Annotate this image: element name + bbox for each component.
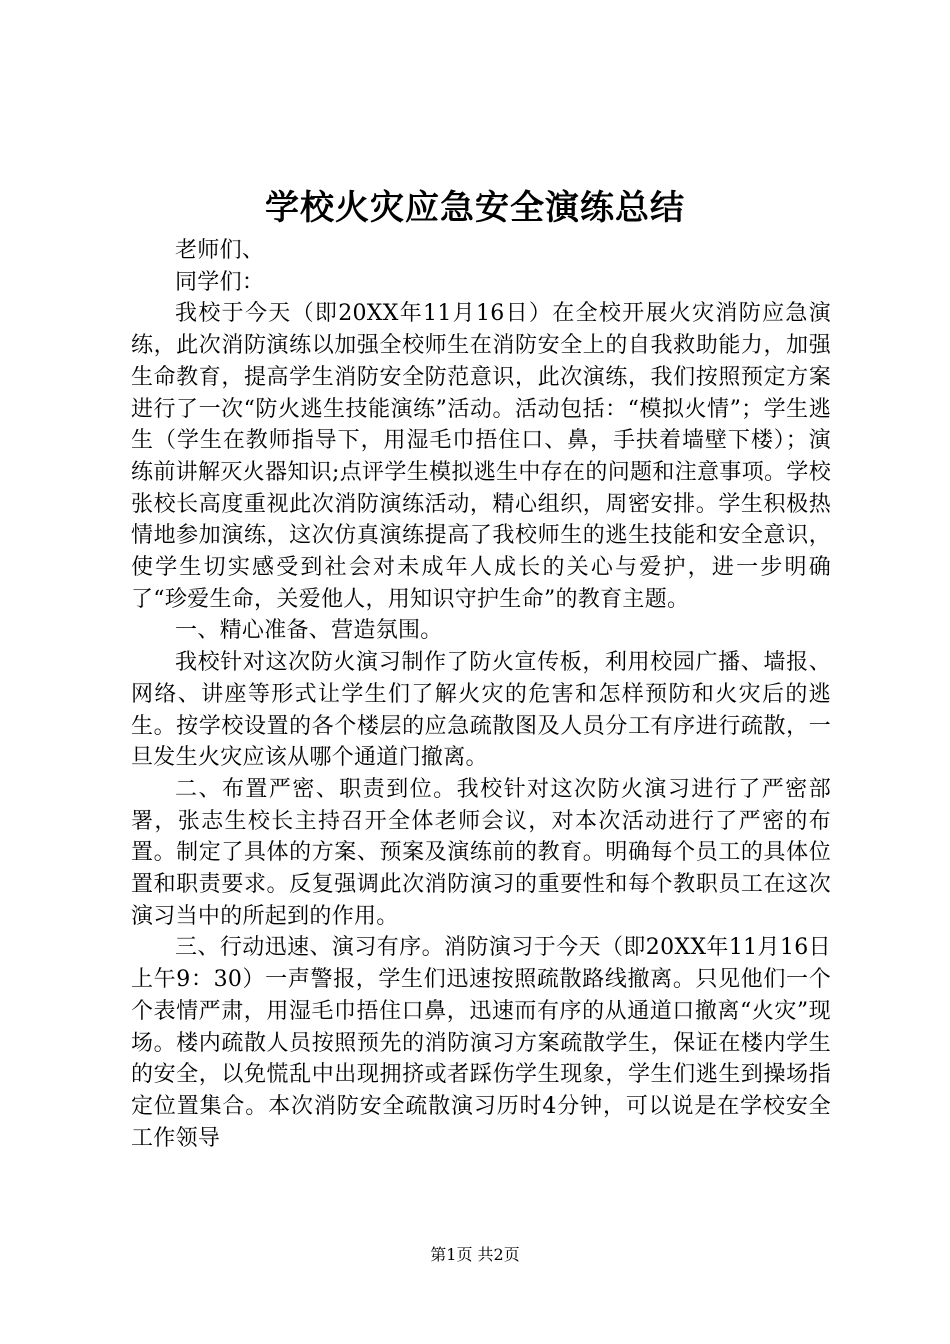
page-footer: 第1页 共2页 [430,1245,520,1264]
document-title: 学校火灾应急安全演练总结 [265,188,685,228]
section-heading-1: 一、精心准备、营造氛围。 [175,618,443,644]
paragraph-section-3: 三、行动迅速、演习有序。消防演习于今天（即20XX年11月16日上午9：30）一声警报，学生们迅速按照疏散路线撤离。只见他们一个个表情严肃，用湿毛巾捂住口鼻，迅速而有序的从通道口撤离“火灾”现场。楼内疏散人员按照预先的消防演习方案疏散学生，保证在楼内学生的安全，以免慌乱中出现拥挤或者踩伤学生现象，学生们逃生到操场指定位置集合。本次消防安全疏散演习历时4分钟，可以说是在学校安全工作领导 [131,935,831,1151]
document-body [131,235,831,1154]
paragraph-section-1: 我校针对这次防火演习制作了防火宣传板，利用校园广播、墙报、网络、讲座等形式让学生们了解火灾的危害和怎样预防和火灾后的逃生。按学校设置的各个楼层的应急疏散图及人员分工有序进行疏散，一旦发生火灾应该从哪个通道门撤离。 [131,650,831,771]
salutation-students: 同学们： [175,269,265,295]
salutation-teachers: 老师们、 [175,238,265,263]
paragraph-section-2: 二、布置严密、职责到位。我校针对这次防火演习进行了严密部署，张志生校长主持召开全体老师会议，对本次活动进行了严密的布置。制定了具体的方案、预案及演练前的教育。明确每个员工的具体位置和职责要求。反复强调此次消防演习的重要性和每个教职员工在这次演习当中的所起到的作用。 [131,776,831,929]
paragraph-intro: 我校于今天（即20XX年11月16日）在全校开展火灾消防应急演练，此次消防演练以加强全校师生在消防安全上的自我救助能力，加强生命教育，提高学生消防安全防范意识，此次演练，我们按照预定方案进行了一次“防火逃生技能演练”活动。活动包括：“模拟火情”；学生逃生（学生在教师指导下，用湿毛巾捂住口、鼻，手扶着墙壁下楼）；演练前讲解灭火器知识;点评学生模拟逃生中存在的问题和注意事项。学校张校长高度重视此次消防演练活动，精心组织，周密安排。学生积极热情地参加演练，这次仿真演练提高了我校师生的逃生技能和安全意识，使学生切实感受到社会对未成年人成长的关心与爱护，进一步明确了“珍爱生命，关爱他人，用知识守护生命”的教育主题。 [131,301,831,612]
